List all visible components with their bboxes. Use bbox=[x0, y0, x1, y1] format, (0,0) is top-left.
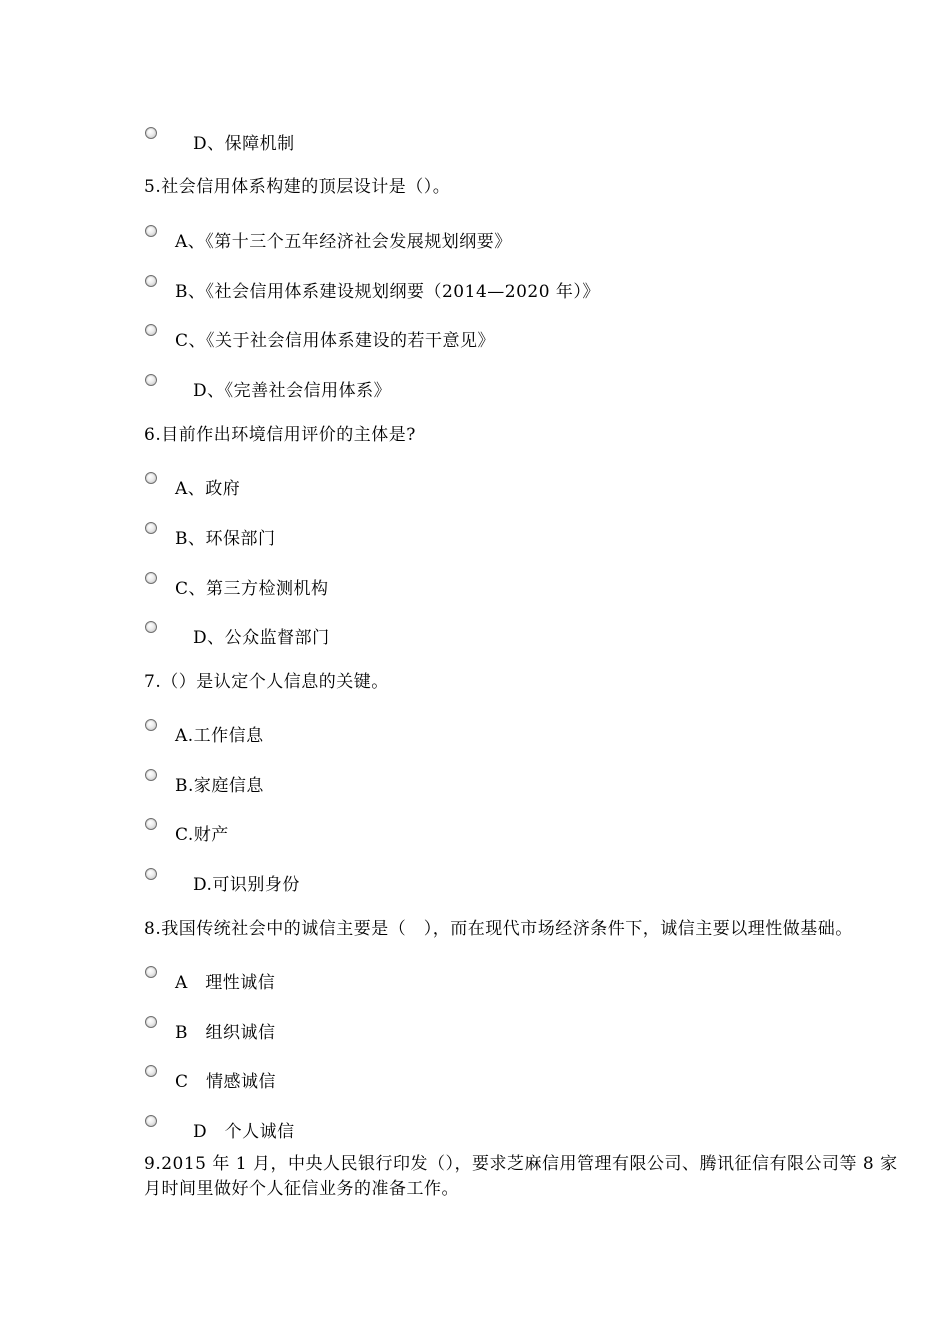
radio-button-icon[interactable] bbox=[145, 225, 157, 237]
option-label: B 组织诚信 bbox=[175, 1023, 276, 1043]
radio-button-icon[interactable] bbox=[145, 868, 157, 880]
radio-button-icon[interactable] bbox=[145, 374, 157, 386]
radio-button-icon[interactable] bbox=[145, 472, 157, 484]
option-label: A、《第十三个五年经济社会发展规划纲要》 bbox=[175, 232, 512, 252]
radio-button-icon[interactable] bbox=[145, 572, 157, 584]
radio-button-icon[interactable] bbox=[145, 769, 157, 781]
question-8-text: 8.我国传统社会中的诚信主要是（ ），而在现代市场经济条件下，诚信主要以理性做基础。 bbox=[144, 919, 853, 939]
question-9-text-line-2: 月时间里做好个人征信业务的准备工作。 bbox=[144, 1179, 459, 1199]
radio-button-icon[interactable] bbox=[145, 1065, 157, 1077]
radio-button-icon[interactable] bbox=[145, 818, 157, 830]
radio-button-icon[interactable] bbox=[145, 621, 157, 633]
question-6-text: 6.目前作出环境信用评价的主体是? bbox=[144, 425, 416, 445]
option-label: A 理性诚信 bbox=[175, 973, 276, 993]
radio-button-icon[interactable] bbox=[145, 1016, 157, 1028]
radio-button-icon[interactable] bbox=[145, 1115, 157, 1127]
option-label: D、《完善社会信用体系》 bbox=[193, 381, 392, 401]
option-label: C.财产 bbox=[175, 825, 229, 845]
option-label: B、《社会信用体系建设规划纲要（2014—2020 年）》 bbox=[175, 282, 600, 302]
option-label: A.工作信息 bbox=[175, 726, 264, 746]
option-label: B.家庭信息 bbox=[175, 776, 264, 796]
radio-button-icon[interactable] bbox=[145, 522, 157, 534]
option-label: C、《关于社会信用体系建设的若干意见》 bbox=[175, 331, 496, 351]
radio-button-icon[interactable] bbox=[145, 324, 157, 336]
option-label: C 情感诚信 bbox=[175, 1072, 277, 1092]
option-label: D 个人诚信 bbox=[193, 1122, 295, 1142]
radio-button-icon[interactable] bbox=[145, 275, 157, 287]
radio-button-icon[interactable] bbox=[145, 127, 157, 139]
question-9-text-line-1: 9.2015 年 1 月，中央人民银行印发（），要求芝麻信用管理有限公司、腾讯征信有限公司等 8 家 bbox=[144, 1154, 898, 1174]
radio-button-icon[interactable] bbox=[145, 966, 157, 978]
question-5-text: 5.社会信用体系构建的顶层设计是（）。 bbox=[144, 177, 451, 197]
option-label: D.可识别身份 bbox=[193, 875, 300, 895]
option-label: C、第三方检测机构 bbox=[175, 579, 329, 599]
option-label: A、政府 bbox=[175, 479, 241, 499]
radio-button-icon[interactable] bbox=[145, 719, 157, 731]
question-7-text: 7.（）是认定个人信息的关键。 bbox=[144, 672, 389, 692]
option-label: B、环保部门 bbox=[175, 529, 276, 549]
option-label: D、公众监督部门 bbox=[193, 628, 330, 648]
option-label: D、保障机制 bbox=[193, 134, 295, 154]
